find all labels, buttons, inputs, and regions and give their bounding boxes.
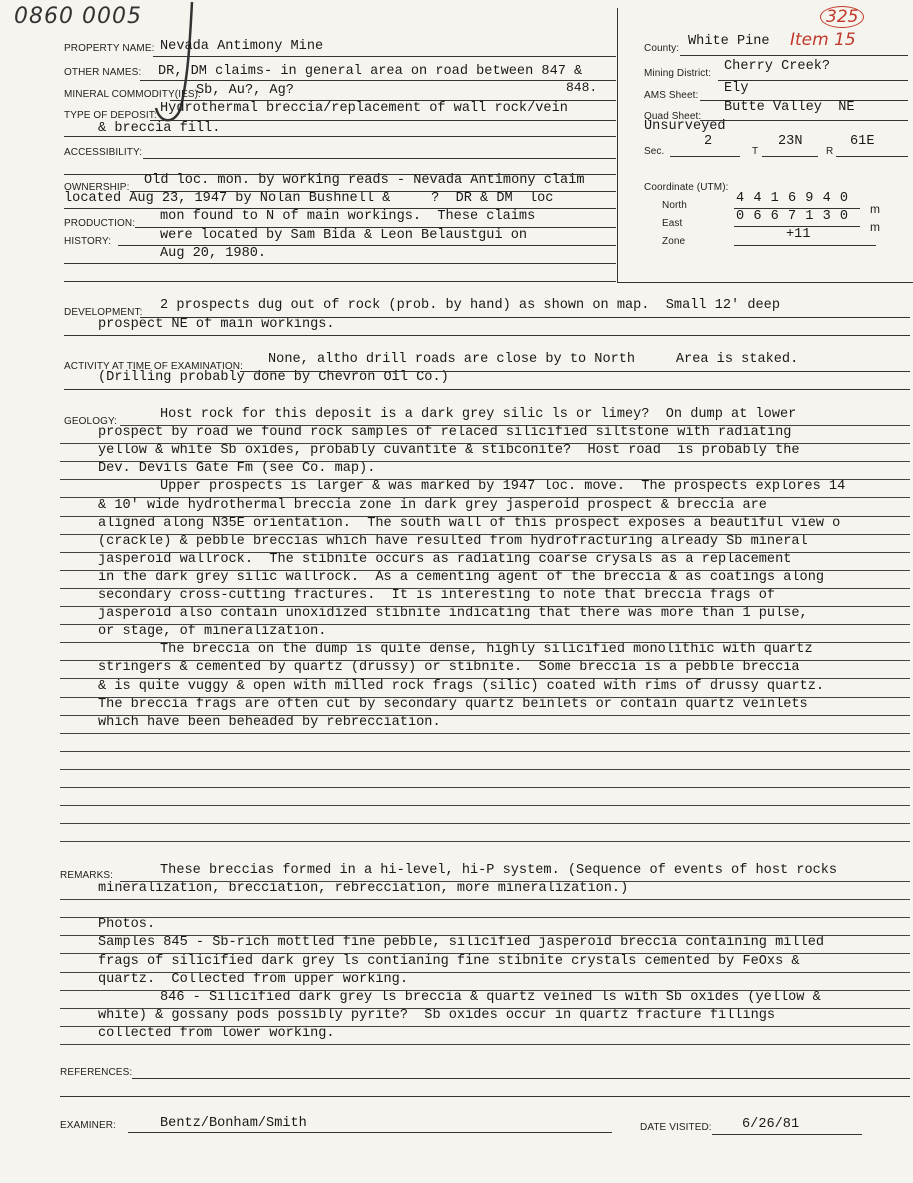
- geology-line: & 10' wide hydrothermal breccia zone in dark grey jasperoid prospect & breccia are: [98, 497, 767, 513]
- remarks-line: white) & gossany pods possibly pyrite? Sb oxides occur in quartz fracture fillings: [98, 1007, 776, 1023]
- geology-line: Host rock for this deposit is a dark grey silic ls or limey? On dump at lower: [160, 407, 797, 422]
- county-label: County:: [644, 43, 680, 54]
- remarks-label: REMARKS:: [60, 870, 114, 881]
- development-label: DEVELOPMENT:: [64, 307, 143, 318]
- geology-line: & is quite vuggy & open with milled rock frags (silic) coated with rims of drussy quartz.: [98, 678, 825, 694]
- column-divider: [617, 8, 618, 282]
- r-value: 61E: [850, 134, 875, 149]
- north-label: North: [662, 200, 687, 211]
- coordinate-label: Coordinate (UTM):: [644, 182, 729, 193]
- geology-line: in the dark grey silic wallrock. As a cementing agent of the breccia & as coatings along: [98, 569, 825, 585]
- activity-label: ACTIVITY AT TIME OF EXAMINATION:: [64, 361, 243, 372]
- rule-line: [60, 990, 910, 991]
- sec-value: 2: [704, 134, 713, 149]
- development-rule-2: [64, 335, 910, 336]
- geology-line: secondary cross-cutting fractures. It is interesting to note that breccia frags of: [98, 588, 776, 603]
- ownership-rule-3: [135, 227, 616, 228]
- east-unit: m: [870, 220, 881, 234]
- examiner-value: Bentz/Bonham/Smith: [160, 1116, 307, 1131]
- geology-line: which have been beheaded by rebrecciation.: [98, 714, 441, 730]
- rule-line: [60, 660, 910, 661]
- references-label: REFERENCES:: [60, 1067, 133, 1078]
- ams-sheet-label: AMS Sheet:: [644, 90, 699, 101]
- rule-line: [60, 935, 910, 936]
- rule-line: [60, 733, 910, 734]
- remarks-line: Samples 845 - Sb-rich mottled fine pebble, silicified jasperoid breccia containing milled: [98, 935, 825, 951]
- ownership-rule-5: [64, 263, 616, 264]
- accessibility-rule: [143, 158, 616, 159]
- document-id: 0860 0005: [14, 4, 142, 29]
- rule-line: [120, 881, 910, 882]
- geology-line: jasperoid also contain unoxidized stibnite indicating that there was more than 1 pulse,: [98, 606, 808, 622]
- rule-line: [60, 588, 910, 589]
- development-line-1: 2 prospects dug out of rock (prob. by hand) as shown on map. Small 12' deep: [160, 298, 780, 313]
- rule-line: [60, 1008, 910, 1009]
- rule-line: [60, 841, 910, 842]
- ownership-rule-2: [64, 208, 616, 209]
- header-bottom-rule: [617, 282, 913, 283]
- t-rule: [762, 156, 818, 157]
- mineral-commodity-label: MINERAL COMMODITY(IES):: [64, 89, 201, 100]
- rule-line: [60, 917, 910, 918]
- ownership-line-5: Aug 20, 1980.: [160, 246, 267, 261]
- geology-line: (crackle) & pebble breccias which have resulted from hydrofracturing already Sb mineral: [98, 533, 808, 549]
- rule-line: [60, 715, 910, 716]
- quad-sheet-rule: [700, 120, 908, 121]
- geology-line: Dev. Devils Gate Fm (see Co. map).: [98, 461, 376, 477]
- rule-line: [60, 570, 910, 571]
- t-value: 23N: [778, 134, 803, 149]
- east-value: 0 6 6 7 1 3 0: [736, 209, 849, 224]
- rule-line: [60, 899, 910, 900]
- production-label: PRODUCTION:: [64, 218, 136, 229]
- activity-line-2: (Drilling probably done by Chevron Oil Co.): [98, 370, 449, 385]
- rule-line: [60, 642, 910, 643]
- rule-line: [60, 497, 910, 498]
- rule-line: [60, 787, 910, 788]
- rule-line: [60, 805, 910, 806]
- quad-sheet-label: Quad Sheet:: [644, 111, 702, 122]
- north-unit: m: [870, 202, 881, 216]
- references-rule-2: [60, 1096, 910, 1097]
- rule-line: [60, 516, 910, 517]
- rule-line: [60, 443, 910, 444]
- mineral-commodity-value: Sb, Au?, Ag?: [196, 83, 294, 98]
- remarks-line: 846 - Silicified dark grey ls breccia & quartz veined ls with Sb oxides (yellow &: [160, 989, 821, 1005]
- activity-rule-1: [240, 371, 910, 372]
- rule-line: [60, 624, 910, 625]
- rule-line: [60, 534, 910, 535]
- type-of-deposit-value-2: & breccia fill.: [98, 121, 221, 136]
- geology-line: yellow & white Sb oxides, probably cuvantite & stibconite? Host road is probably the: [98, 443, 800, 459]
- rule-line: [60, 461, 910, 462]
- other-names-label: OTHER NAMES:: [64, 67, 142, 78]
- activity-line-1: None, altho drill roads are close by to North Area is staked.: [268, 352, 799, 367]
- date-visited-rule: [712, 1134, 862, 1135]
- rule-line: [60, 606, 910, 607]
- examiner-label: EXAMINER:: [60, 1120, 116, 1131]
- rule-line: [60, 823, 910, 824]
- rule-line: [60, 479, 910, 480]
- zone-value: +11: [786, 227, 811, 242]
- type-of-deposit-rule-2: [64, 136, 616, 137]
- ownership-rule-6: [64, 281, 616, 282]
- east-label: East: [662, 218, 683, 229]
- examiner-rule: [128, 1132, 612, 1133]
- ownership-line-4: were located by Sam Bida & Leon Belaustgui on: [160, 228, 528, 243]
- mining-district-value: Cherry Creek?: [724, 59, 831, 74]
- north-value: 4 4 1 6 9 4 0: [736, 191, 849, 206]
- type-of-deposit-value: Hydrothermal breccia/replacement of wall rock/vein: [160, 101, 568, 116]
- date-visited-value: 6/26/81: [742, 1117, 800, 1132]
- quad-sheet-value-2: Unsurveyed: [644, 119, 726, 134]
- r-rule: [836, 156, 908, 157]
- rule-line: [60, 953, 910, 954]
- rule-line: [60, 1026, 910, 1027]
- geology-label: GEOLOGY:: [64, 416, 118, 427]
- item-number: 325: [820, 6, 864, 28]
- zone-label: Zone: [662, 236, 686, 247]
- remarks-line: frags of silicified dark grey ls contianing fine stibnite crystals cemented by FeOxs &: [98, 953, 800, 969]
- ownership-line-1: Old loc. mon. by working reads - Nevada Antimony claim: [144, 173, 585, 188]
- rule-line: [120, 425, 910, 426]
- rule-line: [60, 972, 910, 973]
- rule-line: [60, 697, 910, 698]
- rule-line: [60, 678, 910, 679]
- county-rule: [680, 55, 908, 56]
- geology-line: aligned along N35E orientation. The south wall of this prospect exposes a beautiful view o: [98, 515, 841, 531]
- rule-line: [60, 1044, 910, 1045]
- zone-rule: [734, 245, 876, 246]
- accessibility-label: ACCESSIBILITY:: [64, 147, 143, 158]
- ownership-rule-1: [130, 191, 616, 192]
- geology-line: jasperoid wallrock. The stibnite occurs as radiating coarse crysals as a replacement: [98, 551, 792, 567]
- item-label: Item 15: [790, 30, 856, 50]
- quad-sheet-value: Butte Valley NE: [724, 100, 855, 115]
- ownership-line-2: located Aug 23, 1947 by Nolan Bushnell & ? DR & DM loc: [64, 191, 554, 206]
- geology-line: prospect by road we found rock samples of relaced silicified siltstone with radiating: [98, 425, 792, 441]
- activity-rule-2: [64, 389, 910, 390]
- remarks-line: mineralization, brecciation, rebrecciation, more mineralization.): [98, 881, 629, 897]
- property-name-label: PROPERTY NAME:: [64, 43, 155, 54]
- remarks-line: collected from lower working.: [98, 1025, 335, 1041]
- geology-line: The breccia on the dump is quite dense, highly silicified monolithic with quartz: [160, 642, 813, 658]
- ownership-rule-4: [118, 245, 616, 246]
- sec-rule: [670, 156, 740, 157]
- county-value: White Pine: [688, 34, 770, 49]
- remarks-line: quartz. Collected from upper working.: [98, 971, 408, 987]
- ownership-label: OWNERSHIP:: [64, 182, 130, 193]
- property-name-rule: [153, 56, 616, 57]
- rule-line: [60, 552, 910, 553]
- geology-line: or stage, of mineralization.: [98, 624, 327, 640]
- development-rule-1: [140, 317, 910, 318]
- geology-line: stringers & cemented by quartz (drussy) or stibnite. Some breccia is a pebble breccia: [98, 660, 800, 676]
- remarks-line: These breccias formed in a hi-level, hi-P system. (Sequence of events of host rocks: [160, 863, 838, 878]
- geology-line: The breccia frags are often cut by secondary quartz beinlets or contain quartz veinlets: [98, 696, 808, 712]
- development-line-2: prospect NE of main workings.: [98, 317, 335, 332]
- history-label: HISTORY:: [64, 236, 112, 247]
- geology-line: Upper prospects is larger & was marked by 1947 loc. move. The prospects explores 14: [160, 479, 846, 495]
- property-name-value: Nevada Antimony Mine: [160, 39, 324, 54]
- mining-district-label: Mining District:: [644, 68, 712, 79]
- rule-line: [60, 769, 910, 770]
- references-rule-1: [132, 1078, 910, 1079]
- type-of-deposit-label: TYPE OF DEPOSIT:: [64, 110, 157, 121]
- t-label: T: [752, 146, 759, 157]
- other-names-value: DR, DM claims- in general area on road between 847 &: [158, 64, 583, 79]
- ownership-line-3: mon found to N of main workings. These claims: [160, 209, 536, 224]
- other-names-value-2: 848.: [566, 80, 598, 95]
- sec-label: Sec.: [644, 146, 665, 157]
- ams-sheet-value: Ely: [724, 81, 749, 96]
- rule-line: [60, 751, 910, 752]
- date-visited-label: DATE VISITED:: [640, 1122, 712, 1133]
- remarks-line: Photos.: [98, 917, 156, 933]
- r-label: R: [826, 146, 834, 157]
